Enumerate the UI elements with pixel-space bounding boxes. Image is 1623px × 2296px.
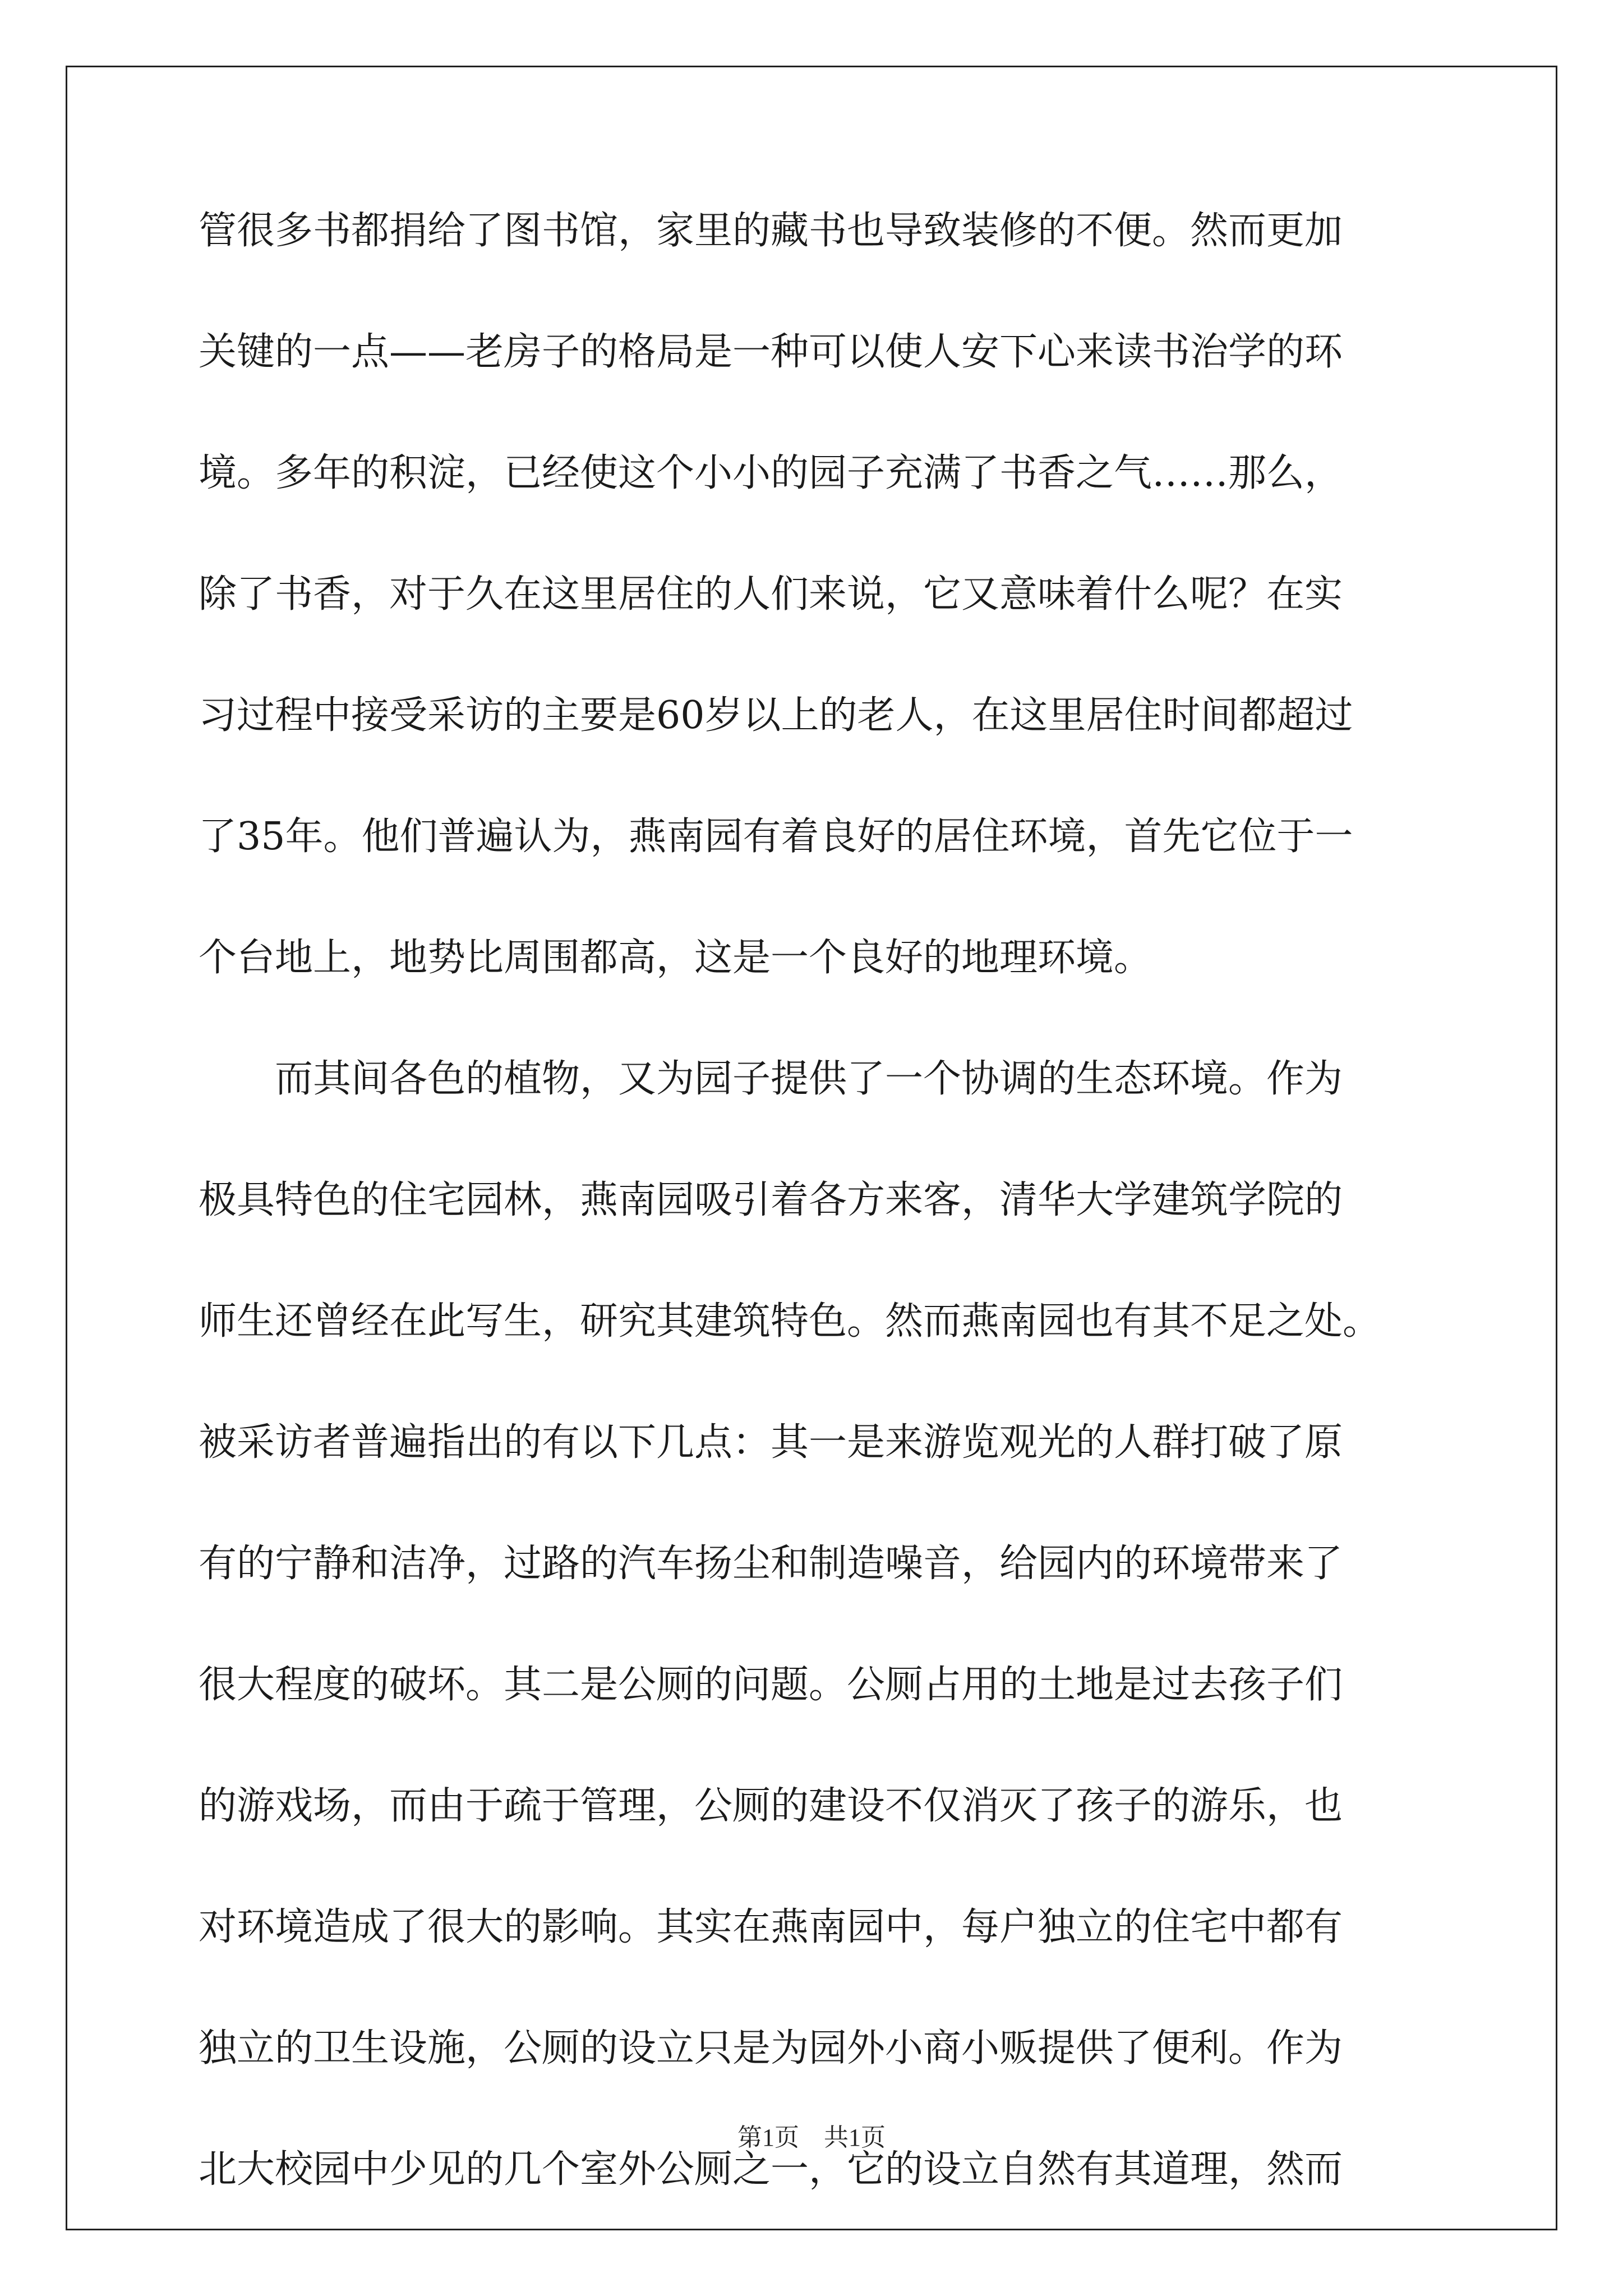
text-line: 北大校园中少见的几个室外公厕之一，它的设立自然有其道理，然而 xyxy=(199,2147,1343,2192)
text-line: 关键的一点——老房子的格局是一种可以使人安下心来读书治学的环 xyxy=(199,330,1343,374)
text-line: 个台地上，地势比周围都高，这是一个良好的地理环境。 xyxy=(199,936,1152,980)
text-line: 了35年。他们普遍认为，燕南园有着良好的居住环境，首先它位于一 xyxy=(199,815,1353,859)
text-line: 独立的卫生设施，公厕的设立只是为园外小商小贩提供了便利。作为 xyxy=(199,2026,1343,2070)
text-line: 对环境造成了很大的影响。其实在燕南园中，每户独立的住宅中都有 xyxy=(199,1905,1343,1949)
text-line: 被采访者普遍指出的有以下几点：其一是来游览观光的人群打破了原 xyxy=(199,1420,1343,1465)
text-line: 的游戏场，而由于疏于管理，公厕的建设不仅消灭了孩子的游乐，也 xyxy=(199,1784,1343,1828)
text-line: 除了书香，对于久在这里居住的人们来说，它又意味着什么呢？在实 xyxy=(199,572,1343,616)
text-line: 而其间各色的植物，又为园子提供了一个协调的生态环境。作为 xyxy=(199,1057,1343,1101)
text-line: 有的宁静和洁净，过路的汽车扬尘和制造噪音，给园内的环境带来了 xyxy=(199,1542,1343,1586)
text-line: 师生还曾经在此写生，研究其建筑特色。然而燕南园也有其不足之处。 xyxy=(199,1299,1381,1343)
text-line: 极具特色的住宅园林，燕南园吸引着各方来客，清华大学建筑学院的 xyxy=(199,1178,1343,1222)
text-line: 管很多书都捐给了图书馆，家里的藏书也导致装修的不便。然而更加 xyxy=(199,209,1343,253)
text-line: 很大程度的破坏。其二是公厕的问题。公厕占用的土地是过去孩子们 xyxy=(199,1663,1343,1707)
page-number-footer: 第1页 共1页 xyxy=(737,2124,886,2151)
text-line: 习过程中接受采访的主要是60岁以上的老人，在这里居住时间都超过 xyxy=(199,693,1353,738)
text-line: 境。多年的积淀，已经使这个小小的园子充满了书香之气……那么， xyxy=(199,451,1343,495)
